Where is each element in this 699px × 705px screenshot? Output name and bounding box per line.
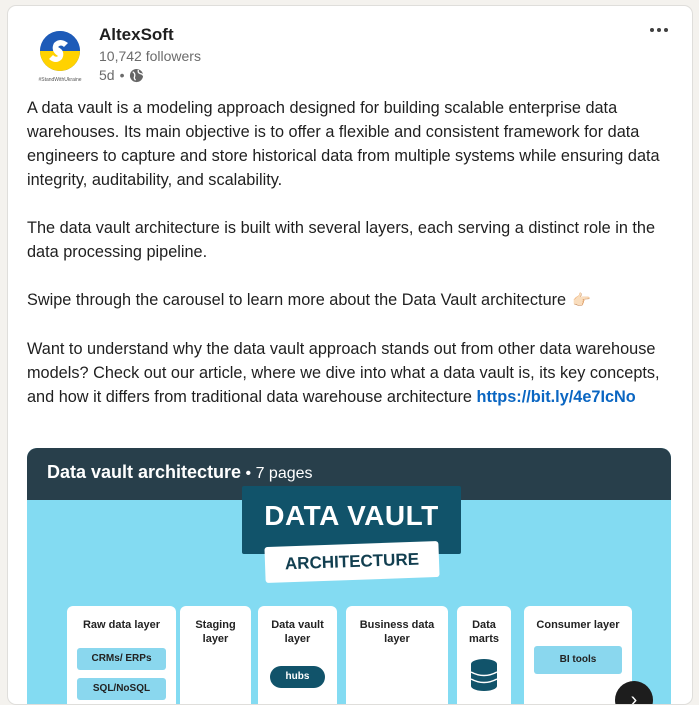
slide-title: DATA VAULT xyxy=(242,500,461,532)
layer-data-marts xyxy=(457,606,511,705)
post-meta xyxy=(99,66,201,84)
post-paragraph: A data vault is a modeling approach designed for building scalable enterprise data warehouses. Its main objective is to offer a flexible and consistent framework for data engineers to capture and store historical data from multiple systems while ensuring data integrity, auditability, and scalability. xyxy=(27,96,667,192)
post-paragraph xyxy=(27,337,667,409)
post-card xyxy=(7,5,693,705)
layer-label: Business data layer xyxy=(352,618,442,646)
post-paragraph: The data vault architecture is built with several layers, each serving a distinct role in the data processing pipeline. xyxy=(27,216,667,264)
slide-subtitle: ARCHITECTURE xyxy=(264,541,439,583)
layer-label: Staging layer xyxy=(188,618,243,646)
layer-raw-data xyxy=(67,606,176,705)
post-body xyxy=(27,96,667,433)
next-slide-button[interactable] xyxy=(615,681,653,705)
slide-preview[interactable] xyxy=(27,500,671,705)
layer-business-data xyxy=(346,606,448,705)
meta-separator: • xyxy=(120,66,125,84)
post-time: 5d xyxy=(99,66,115,84)
layer-data-vault xyxy=(258,606,337,705)
company-logo[interactable] xyxy=(32,27,88,83)
post-paragraph-text: Want to understand why the data vault approach stands out from other data warehouse models? Check out our article, where we dive into what a data vault is, its key concepts, and how it differs from traditional data warehouse architecture xyxy=(27,340,660,406)
layer-consumer xyxy=(524,606,632,705)
post-header xyxy=(8,6,692,96)
layer-item: SQL/NoSQL xyxy=(77,678,166,700)
chevron-right-icon: › xyxy=(631,689,638,705)
logo-caption: #StandWithUkraine xyxy=(32,77,88,83)
post-paragraph xyxy=(27,288,667,313)
layer-staging xyxy=(180,606,251,705)
author-name[interactable]: AltexSoft xyxy=(99,25,201,45)
document-page-count: • 7 pages xyxy=(241,465,312,482)
pointing-hand-icon: 👉🏻 xyxy=(572,289,591,313)
more-icon-dot xyxy=(664,28,668,32)
altexsoft-logo-icon xyxy=(32,27,88,83)
layer-label: Consumer layer xyxy=(524,618,632,632)
more-icon xyxy=(650,28,654,32)
more-icon-dot xyxy=(657,28,661,32)
layer-item: CRMs/ ERPs xyxy=(77,648,166,670)
layer-item: BI tools xyxy=(534,646,623,674)
layer-label: Data vault layer xyxy=(264,618,331,646)
article-link[interactable]: https://bit.ly/4e7IcNo xyxy=(477,388,636,406)
database-icon xyxy=(470,658,498,692)
document-title: Data vault architecture xyxy=(47,462,241,482)
follower-count: 10,742 followers xyxy=(99,46,201,66)
layer-label: Raw data layer xyxy=(67,618,176,632)
document-carousel[interactable] xyxy=(27,448,671,705)
post-paragraph-text: Swipe through the carousel to learn more about the Data Vault architecture xyxy=(27,291,566,309)
layer-label: Data marts xyxy=(457,618,511,646)
author-info xyxy=(99,25,201,84)
more-options-button[interactable] xyxy=(646,20,672,40)
globe-icon xyxy=(129,68,144,83)
hubs-item: hubs xyxy=(270,666,325,688)
